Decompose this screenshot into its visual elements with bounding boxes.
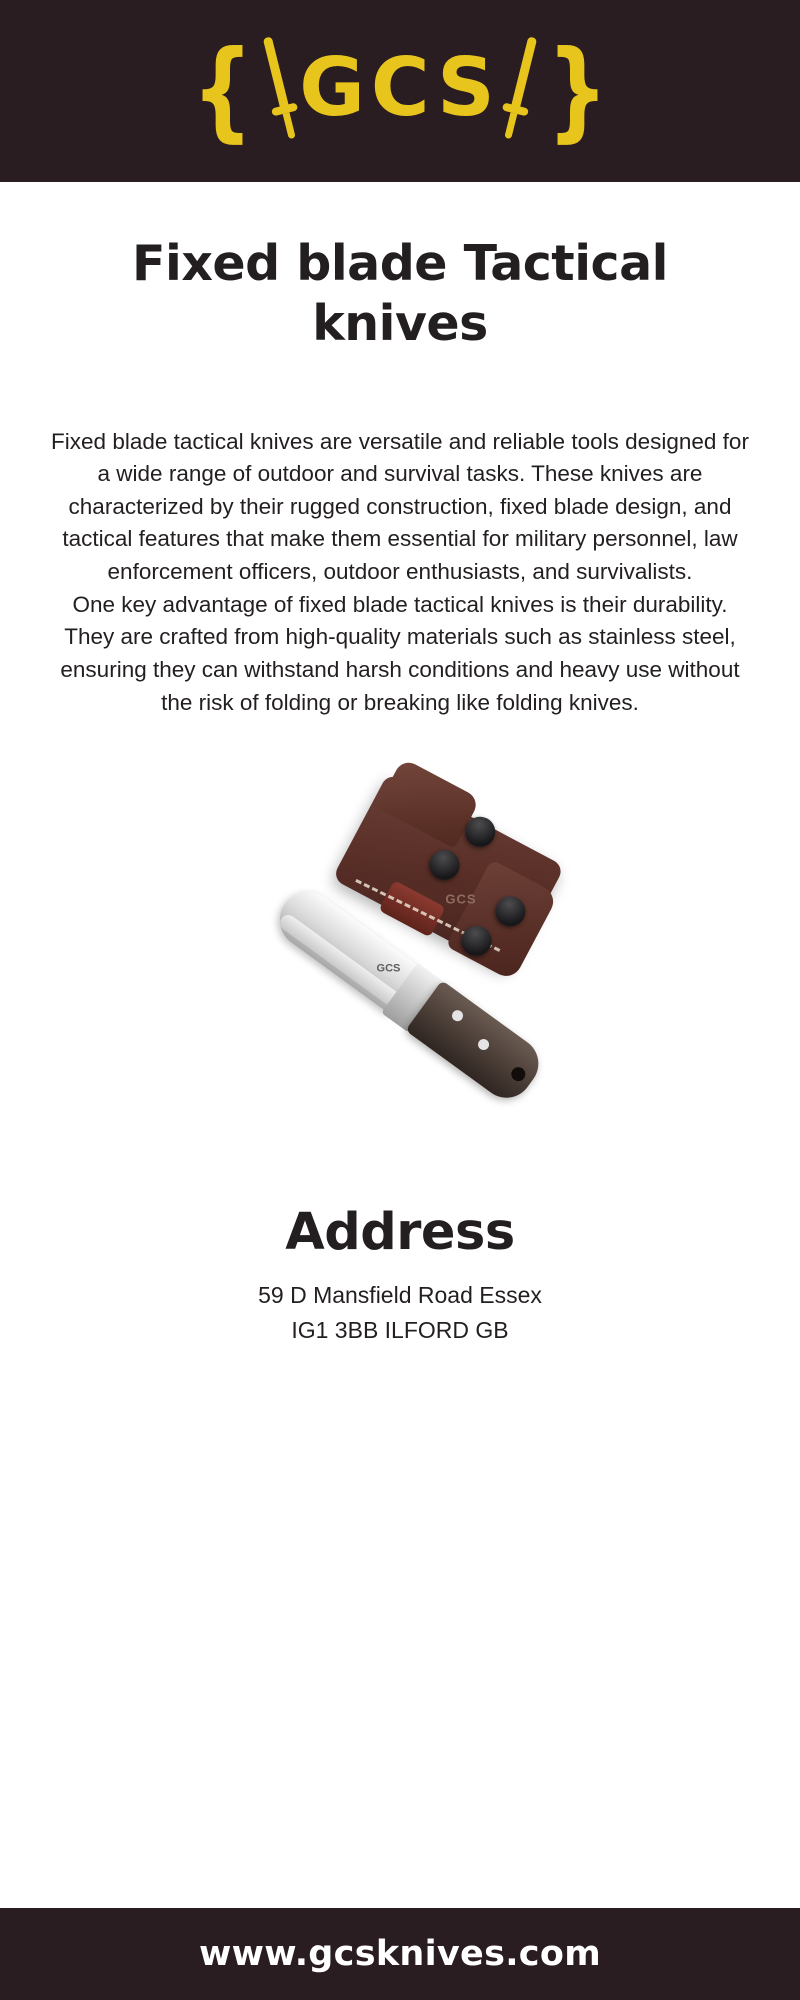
website-url[interactable]: www.gcsknives.com [199,1934,601,1974]
description-block [50,426,750,720]
sword-right-icon [494,34,546,147]
logo-text: GCS [299,41,501,134]
address-heading: Address [285,1203,515,1263]
description-paragraph-1: Fixed blade tactical knives are versatile and reliable tools designed for a wide range of outdoor and survival tasks. These knives are characterized by their rugged construction, fixed blade design, and tactical features that make them essential for military personnel, law enforcement officers, outdoor enthusiasts, and survivalists. [51,428,749,585]
footer-banner [0,1908,800,2000]
page-title: Fixed blade Tactical knives [132,235,668,352]
brand-logo [184,28,615,153]
product-image [120,773,680,1173]
content-area [0,182,800,1908]
header-banner [0,0,800,182]
description-paragraph-2: One key advantage of fixed blade tactical knives is their durability. They are crafted from high-quality materials such as stainless steel, ensuring they can withstand harsh conditions and heavy use without the risk of folding or breaking like folding knives. [60,591,740,715]
address-line-2: IG1 3BB ILFORD GB [291,1316,509,1343]
logo-brace-left-icon: { [192,28,254,153]
logo-brace-right-icon: } [546,28,608,153]
blade-brand-mark: GCS [376,962,401,975]
address-line-1: 59 D Mansfield Road Essex [258,1282,542,1309]
address-block [258,1278,542,1387]
sheath-brand-mark: GCS [445,891,477,907]
